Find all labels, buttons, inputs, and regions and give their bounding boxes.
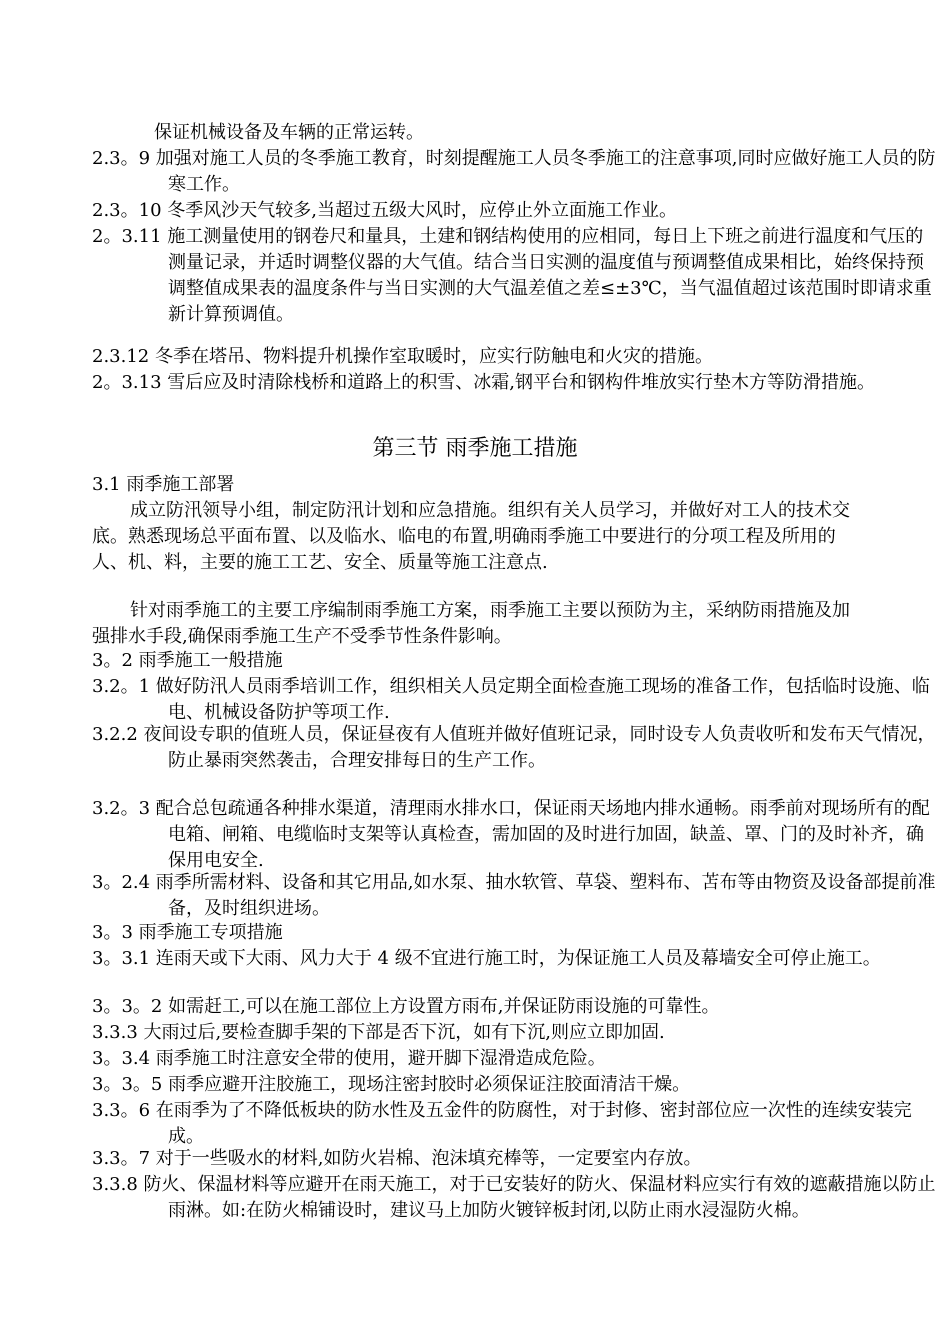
item-2-3-11: 2。3.11 施工测量使用的钢卷尺和量具，土建和钢结构使用的应相同，每日上下班之前进行温度和气压的测量记录，并适时调整仪器的大气值。结合当日实测的温度值与预调整值成果相比，始终保持预调整值成果表的温度条件与当日实测的大气温差值之差≤±3℃，当气温值超过该范围时即请求重新计算预调值。: [92, 226, 932, 325]
paragraph-1: 成立防汛领导小组，制定防汛计划和应急措施。组织有关人员学习，并做好对工人的技术交底。熟悉现场总平面布置、以及临水、临电的布置,明确雨季施工中要进行的分项工程及所用的人、机、料，主要的施工工艺、安全、质量等施工注意点.: [92, 500, 850, 573]
continued-line: 保证机械设备及车辆的正常运转。: [154, 122, 424, 143]
paragraph-2: 针对雨季施工的主要工序编制雨季施工方案，雨季施工主要以预防为主，采纳防雨措施及加强排水手段,确保雨季施工生产不受季节性条件影响。: [92, 600, 850, 647]
item-3-2-3: 3.2。3 配合总包疏通各种排水渠道，清理雨水排水口，保证雨天场地内排水通畅。雨季前对现场所有的配电箱、闸箱、电缆临时支架等认真检查，需加固的及时进行加固，缺盖、罩、门的及时补齐，确保用电安全.: [92, 798, 930, 871]
item-3-3-8: 3.3.8 防火、保温材料等应避开在雨天施工，对于已安装好的防火、保温材料应实行有效的遮蔽措施以防止雨淋。如:在防火棉铺设时，建议马上加防火镀锌板封闭,以防止雨水浸湿防火棉。: [92, 1174, 936, 1221]
item-3-3-2: 3。3。2 如需赶工,可以在施工部位上方设置方雨布,并保证防雨设施的可靠性。: [92, 996, 720, 1017]
item-3-3-4: 3。3.4 雨季施工时注意安全带的使用，避开脚下湿滑造成危险。: [92, 1048, 606, 1069]
item-2-3-9: 2.3。9 加强对施工人员的冬季施工教育，时刻提醒施工人员冬季施工的注意事项,同时应做好施工人员的防寒工作。: [92, 148, 936, 195]
item-3-3-6: 3.3。6 在雨季为了不降低板块的防水性及五金件的防腐性，对于封修、密封部位应一次性的连续安装完成。: [92, 1100, 912, 1147]
item-2-3-13: 2。3.13 雪后应及时清除栈桥和道路上的积雪、冰霜,钢平台和钢构件堆放实行垫木方等防滑措施。: [92, 372, 875, 393]
subheading-3-2: 3。2 雨季施工一般措施: [92, 650, 283, 671]
item-3-3-7: 3.3。7 对于一些吸水的材料,如防火岩棉、泡沫填充棒等，一定要室内存放。: [92, 1148, 702, 1169]
subheading-3-3: 3。3 雨季施工专项措施: [92, 922, 283, 943]
item-3-3-1: 3。3.1 连雨天或下大雨、风力大于 4 级不宜进行施工时，为保证施工人员及幕墙安全可停止施工。: [92, 948, 881, 969]
item-3-2-4: 3。2.4 雨季所需材料、设备和其它用品,如水泵、抽水软管、草袋、塑料布、苫布等由物资及设备部提前准备，及时组织进场。: [92, 872, 936, 919]
item-3-3-3: 3.3.3 大雨过后,要检查脚手架的下部是否下沉，如有下沉,则应立即加固.: [92, 1022, 665, 1043]
item-3-2-2: 3.2.2 夜间设专职的值班人员，保证昼夜有人值班并做好值班记录，同时设专人负责收听和发布天气情况，防止暴雨突然袭击，合理安排每日的生产工作。: [92, 724, 936, 771]
item-3-3-5: 3。3。5 雨季应避开注胶施工，现场注密封胶时必须保证注胶面清洁干燥。: [92, 1074, 691, 1095]
item-2-3-10: 2.3。10 冬季风沙天气较多,当超过五级大风时，应停止外立面施工作业。: [92, 200, 677, 221]
section-title: 第三节 雨季施工措施: [372, 436, 578, 461]
subheading-3-1: 3.1 雨季施工部署: [92, 474, 235, 495]
item-2-3-12: 2.3.12 冬季在塔吊、物料提升机操作室取暖时，应实行防触电和火灾的措施。: [92, 346, 713, 367]
item-3-2-1: 3.2。1 做好防汛人员雨季培训工作，组织相关人员定期全面检查施工现场的准备工作，包括临时设施、临电、机械设备防护等项工作.: [92, 676, 930, 723]
